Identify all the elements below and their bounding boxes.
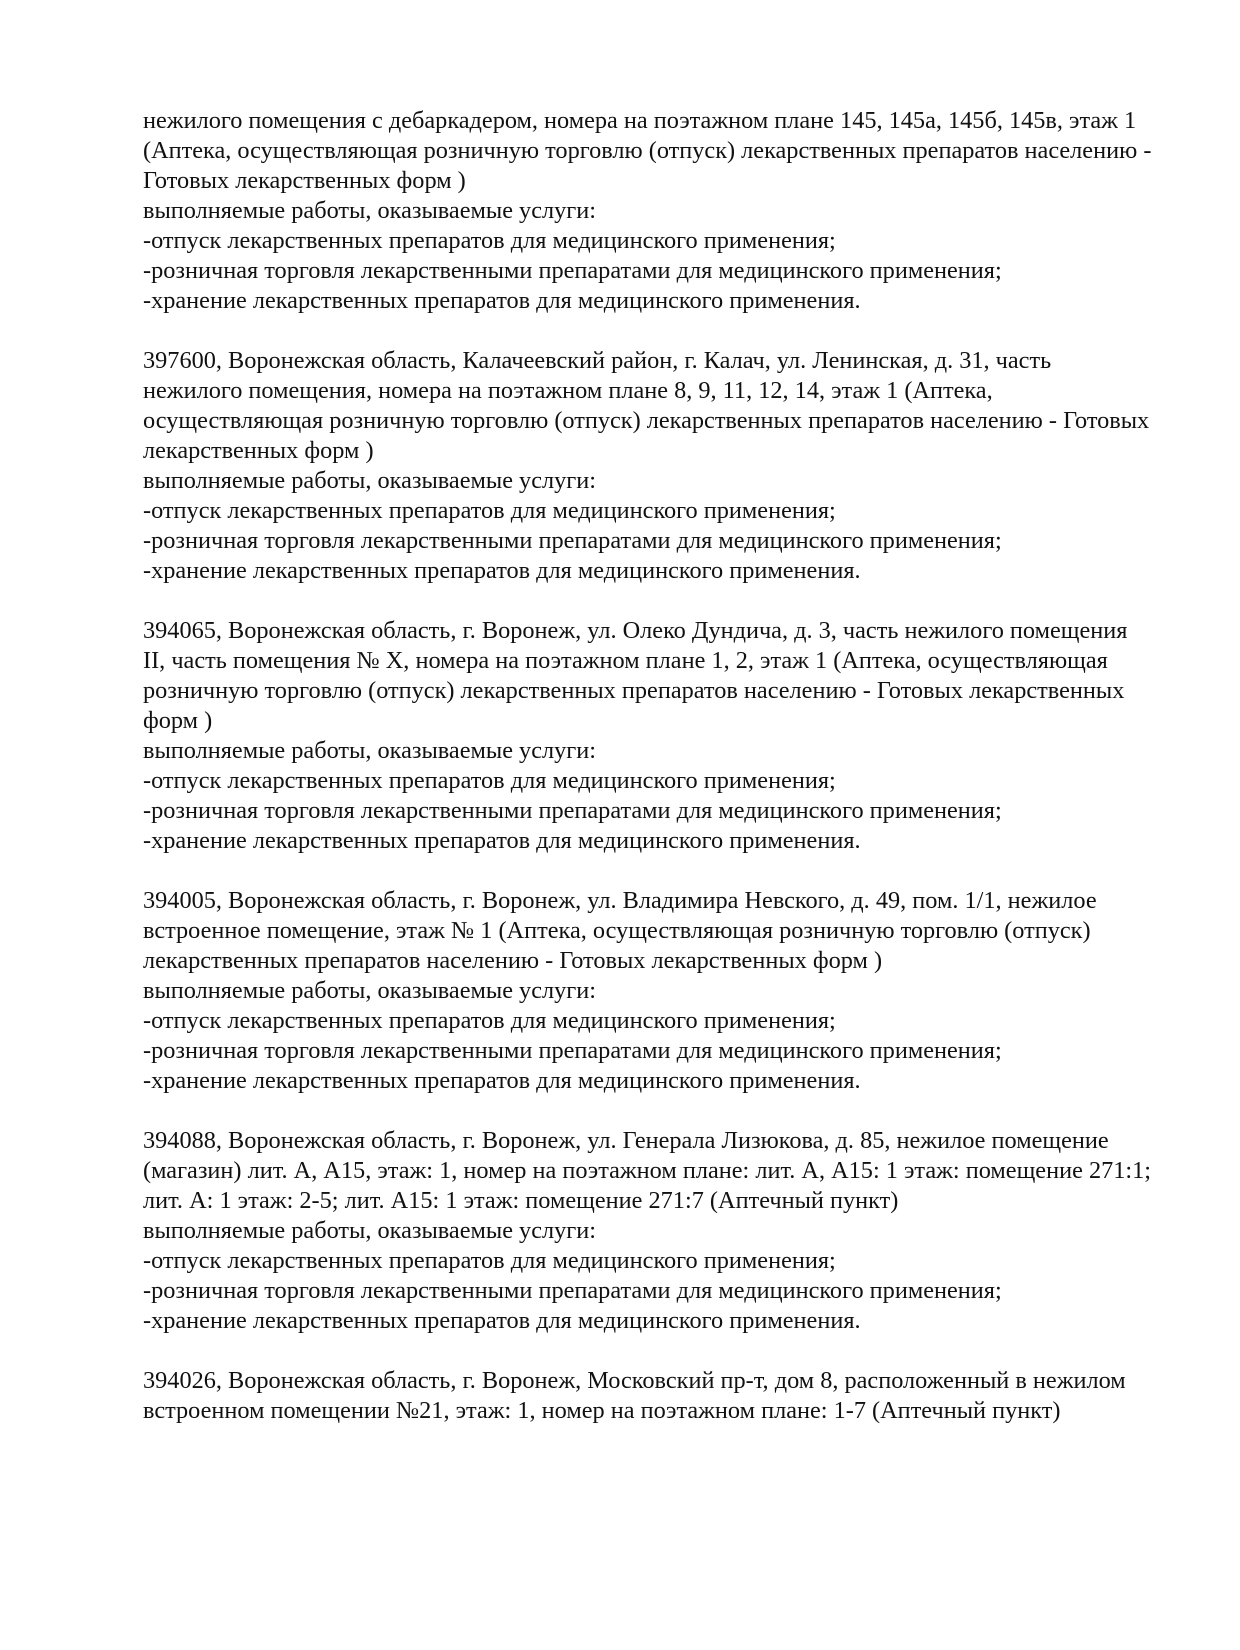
address-block [143,1366,1203,1426]
service-item: -розничная торговля лекарственными препаратами для медицинского применения; [143,1277,1002,1304]
text-line: (магазин) лит. А, А15, этаж: 1, номер на поэтажном плане: лит. А, А15: 1 этаж: помещение 271:1; [143,1157,1152,1184]
text-line: II, часть помещения № X, номера на поэтажном плане 1, 2, этаж 1 (Аптека, осуществляющая [143,647,1108,674]
address-line: 394005, Воронежская область, г. Воронеж, ул. Владимира Невского, д. 49, пом. 1/1, нежилое [143,887,1097,914]
text-line: встроенном помещении №21, этаж: 1, номер на поэтажном плане: 1-7 (Аптечный пункт) [143,1397,1061,1424]
address-block [143,106,1203,316]
text-line: лекарственных препаратов населению - Готовых лекарственных форм ) [143,947,883,974]
address-block [143,616,1203,856]
service-item: -отпуск лекарственных препаратов для медицинского применения; [143,1247,836,1274]
document-page [143,106,1203,1456]
address-line: 397600, Воронежская область, Калачеевский район, г. Калач, ул. Ленинская, д. 31, часть [143,347,1052,374]
service-item: -отпуск лекарственных препаратов для медицинского применения; [143,1007,836,1034]
service-item: -розничная торговля лекарственными препаратами для медицинского применения; [143,797,1002,824]
services-heading: выполняемые работы, оказываемые услуги: [143,1217,596,1244]
text-line: (Аптека, осуществляющая розничную торговлю (отпуск) лекарственных препаратов населению - [143,137,1152,164]
service-item: -розничная торговля лекарственными препаратами для медицинского применения; [143,527,1002,554]
service-item: -хранение лекарственных препаратов для медицинского применения. [143,557,861,584]
services-heading: выполняемые работы, оказываемые услуги: [143,977,596,1004]
text-line: встроенное помещение, этаж № 1 (Аптека, осуществляющая розничную торговлю (отпуск) [143,917,1091,944]
service-item: -хранение лекарственных препаратов для медицинского применения. [143,1307,861,1334]
text-line: розничную торговлю (отпуск) лекарственных препаратов населению - Готовых лекарственных [143,677,1125,704]
services-heading: выполняемые работы, оказываемые услуги: [143,197,596,224]
address-block [143,886,1203,1096]
service-item: -хранение лекарственных препаратов для медицинского применения. [143,1067,861,1094]
text-line: Готовых лекарственных форм ) [143,167,466,194]
address-line: 394026, Воронежская область, г. Воронеж, Московский пр-т, дом 8, расположенный в нежилом [143,1367,1126,1394]
address-block [143,1126,1203,1336]
text-line: нежилого помещения, номера на поэтажном плане 8, 9, 11, 12, 14, этаж 1 (Аптека, [143,377,993,404]
service-item: -отпуск лекарственных препаратов для медицинского применения; [143,767,836,794]
address-block [143,346,1203,586]
service-item: -розничная торговля лекарственными препаратами для медицинского применения; [143,257,1002,284]
text-line: осуществляющая розничную торговлю (отпуск) лекарственных препаратов населению - Готовых [143,407,1150,434]
service-item: -хранение лекарственных препаратов для медицинского применения. [143,827,861,854]
services-heading: выполняемые работы, оказываемые услуги: [143,737,596,764]
service-item: -розничная торговля лекарственными препаратами для медицинского применения; [143,1037,1002,1064]
text-line: лит. А: 1 этаж: 2-5; лит. А15: 1 этаж: помещение 271:7 (Аптечный пункт) [143,1187,899,1214]
service-item: -хранение лекарственных препаратов для медицинского применения. [143,287,861,314]
service-item: -отпуск лекарственных препаратов для медицинского применения; [143,227,836,254]
text-line: нежилого помещения с дебаркадером, номера на поэтажном плане 145, 145а, 145б, 145в, этаж 1 [143,107,1137,134]
services-heading: выполняемые работы, оказываемые услуги: [143,467,596,494]
text-line: лекарственных форм ) [143,437,374,464]
address-line: 394088, Воронежская область, г. Воронеж, ул. Генерала Лизюкова, д. 85, нежилое помещение [143,1127,1109,1154]
text-line: форм ) [143,707,213,734]
address-line: 394065, Воронежская область, г. Воронеж, ул. Олеко Дундича, д. 3, часть нежилого помещения [143,617,1128,644]
service-item: -отпуск лекарственных препаратов для медицинского применения; [143,497,836,524]
